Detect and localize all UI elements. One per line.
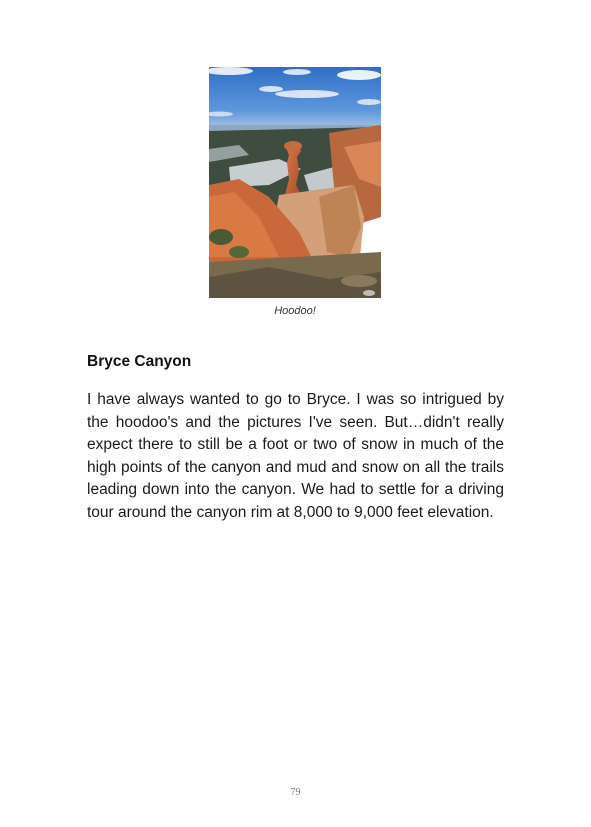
- photo-caption: Hoodoo!: [274, 305, 316, 317]
- page-number: 79: [290, 787, 301, 798]
- section-title: Bryce Canyon: [87, 353, 192, 370]
- section-paragraph: I have always wanted to go to Bryce. I was so intrigued by the hoodoo's and the pictures I've seen. But…didn't really expect there to still be a foot or two of snow in much of the high points of the canyon and mud and snow on all the trails leading down into the canyon. We had to settle for a driving tour around the canyon rim at 8,000 to 9,000 feet elevation.: [87, 391, 504, 521]
- hoodoo-photo: [209, 67, 381, 298]
- hoodoo-photo-graphic: [209, 67, 381, 298]
